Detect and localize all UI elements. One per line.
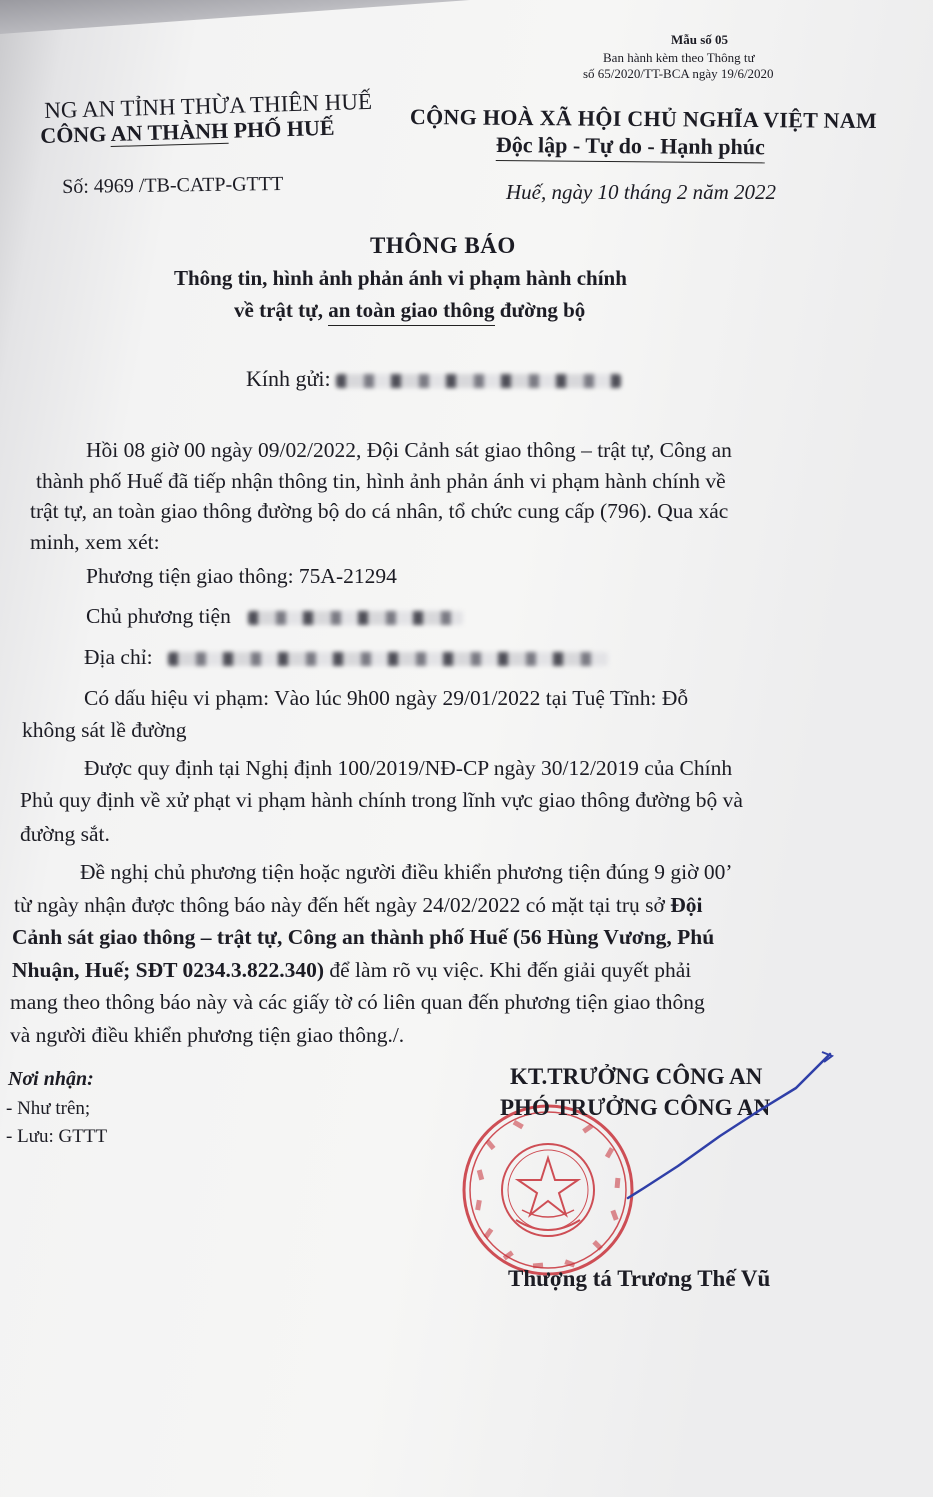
request-line: mang theo thông báo này và các giấy tờ có liên quan đến phương tiện giao thông bbox=[10, 990, 705, 1014]
document-subtitle-2: về trật tự, an toàn giao thông đường bộ bbox=[234, 298, 585, 323]
vehicle-plate: Phương tiện giao thông: 75A-21294 bbox=[86, 564, 397, 588]
recipients-heading: Nơi nhận: bbox=[8, 1068, 94, 1090]
national-title: CỘNG HOÀ XÃ HỘI CHỦ NGHĨA VIỆT NAM bbox=[409, 104, 878, 134]
redacted-address bbox=[168, 652, 608, 666]
national-motto: Độc lập - Tự do - Hạnh phúc bbox=[496, 132, 765, 163]
issuing-agency: CÔNG AN THÀNH PHỐ HUẾ bbox=[40, 114, 335, 148]
regulation-line: Phủ quy định về xử phạt vi phạm hành chính trong lĩnh vực giao thông đường bộ và bbox=[20, 788, 743, 812]
owner-address bbox=[84, 645, 608, 670]
request-line: từ ngày nhận được thông báo này đến hết ngày 24/02/2022 có mặt tại trụ sở Đội bbox=[14, 893, 703, 917]
body-line: Hồi 08 giờ 00 ngày 09/02/2022, Đội Cảnh sát giao thông – trật tự, Công an bbox=[86, 438, 732, 462]
body-line: trật tự, an toàn giao thông đường bộ do cá nhân, tổ chức cung cấp (796). Qua xác bbox=[30, 499, 729, 523]
recipients-item: - Lưu: GTTT bbox=[6, 1126, 108, 1147]
document-subtitle: Thông tin, hình ảnh phản ánh vi phạm hành chính bbox=[174, 266, 627, 290]
request-line: Nhuận, Huế; SĐT 0234.3.822.340) để làm rõ vụ việc. Khi đến giải quyết phải bbox=[12, 958, 692, 982]
violation-line: không sát lề đường bbox=[22, 718, 187, 742]
document-number: Số: 4969 /TB-CATP-GTTT bbox=[62, 172, 284, 198]
violation-line: Có dấu hiệu vi phạm: Vào lúc 9h00 ngày 29/01/2022 tại Tuệ Tĩnh: Đỗ bbox=[84, 686, 689, 710]
issuing-agency-parent: NG AN TỈNH THỪA THIÊN HUẾ bbox=[44, 88, 373, 123]
form-note: Ban hành kèm theo Thông tư bbox=[603, 50, 755, 65]
request-line: Cảnh sát giao thông – trật tự, Công an thành phố Huế (56 Hùng Vương, Phú bbox=[12, 925, 715, 949]
request-line: Đề nghị chủ phương tiện hoặc người điều khiển phương tiện đúng 9 giờ 00’ bbox=[80, 860, 733, 884]
owner-label: Chủ phương tiện bbox=[86, 604, 231, 628]
recipients-item: - Như trên; bbox=[6, 1098, 91, 1119]
body-line: minh, xem xét: bbox=[30, 530, 160, 554]
signer-name: Thượng tá Trương Thế Vũ bbox=[508, 1266, 771, 1291]
form-circular: số 65/2020/TT-BCA ngày 19/6/2020 bbox=[583, 66, 774, 81]
address-label: Địa chỉ: bbox=[84, 645, 153, 669]
recipient-label: Kính gửi: bbox=[246, 366, 331, 391]
signature-subtitle: PHÓ TRƯỞNG CÔNG AN bbox=[500, 1095, 771, 1120]
recipient-line bbox=[246, 366, 621, 392]
regulation-line: Được quy định tại Nghị định 100/2019/NĐ-CP ngày 30/12/2019 của Chính bbox=[84, 756, 733, 780]
document-title: THÔNG BÁO bbox=[370, 233, 516, 258]
handwritten-signature bbox=[560, 1048, 850, 1208]
body-line: thành phố Huế đã tiếp nhận thông tin, hình ảnh phản ánh vi phạm hành chính về bbox=[36, 469, 726, 493]
request-line: và người điều khiển phương tiện giao thông./. bbox=[10, 1023, 405, 1047]
regulation-line: đường sắt. bbox=[20, 822, 110, 846]
redacted-recipient bbox=[336, 374, 621, 388]
redacted-owner bbox=[248, 611, 463, 625]
document-date: Huế, ngày 10 tháng 2 năm 2022 bbox=[506, 180, 777, 204]
signature-title: KT.TRƯỞNG CÔNG AN bbox=[510, 1064, 763, 1089]
form-number: Mẫu số 05 bbox=[670, 32, 728, 47]
vehicle-owner bbox=[86, 604, 463, 629]
